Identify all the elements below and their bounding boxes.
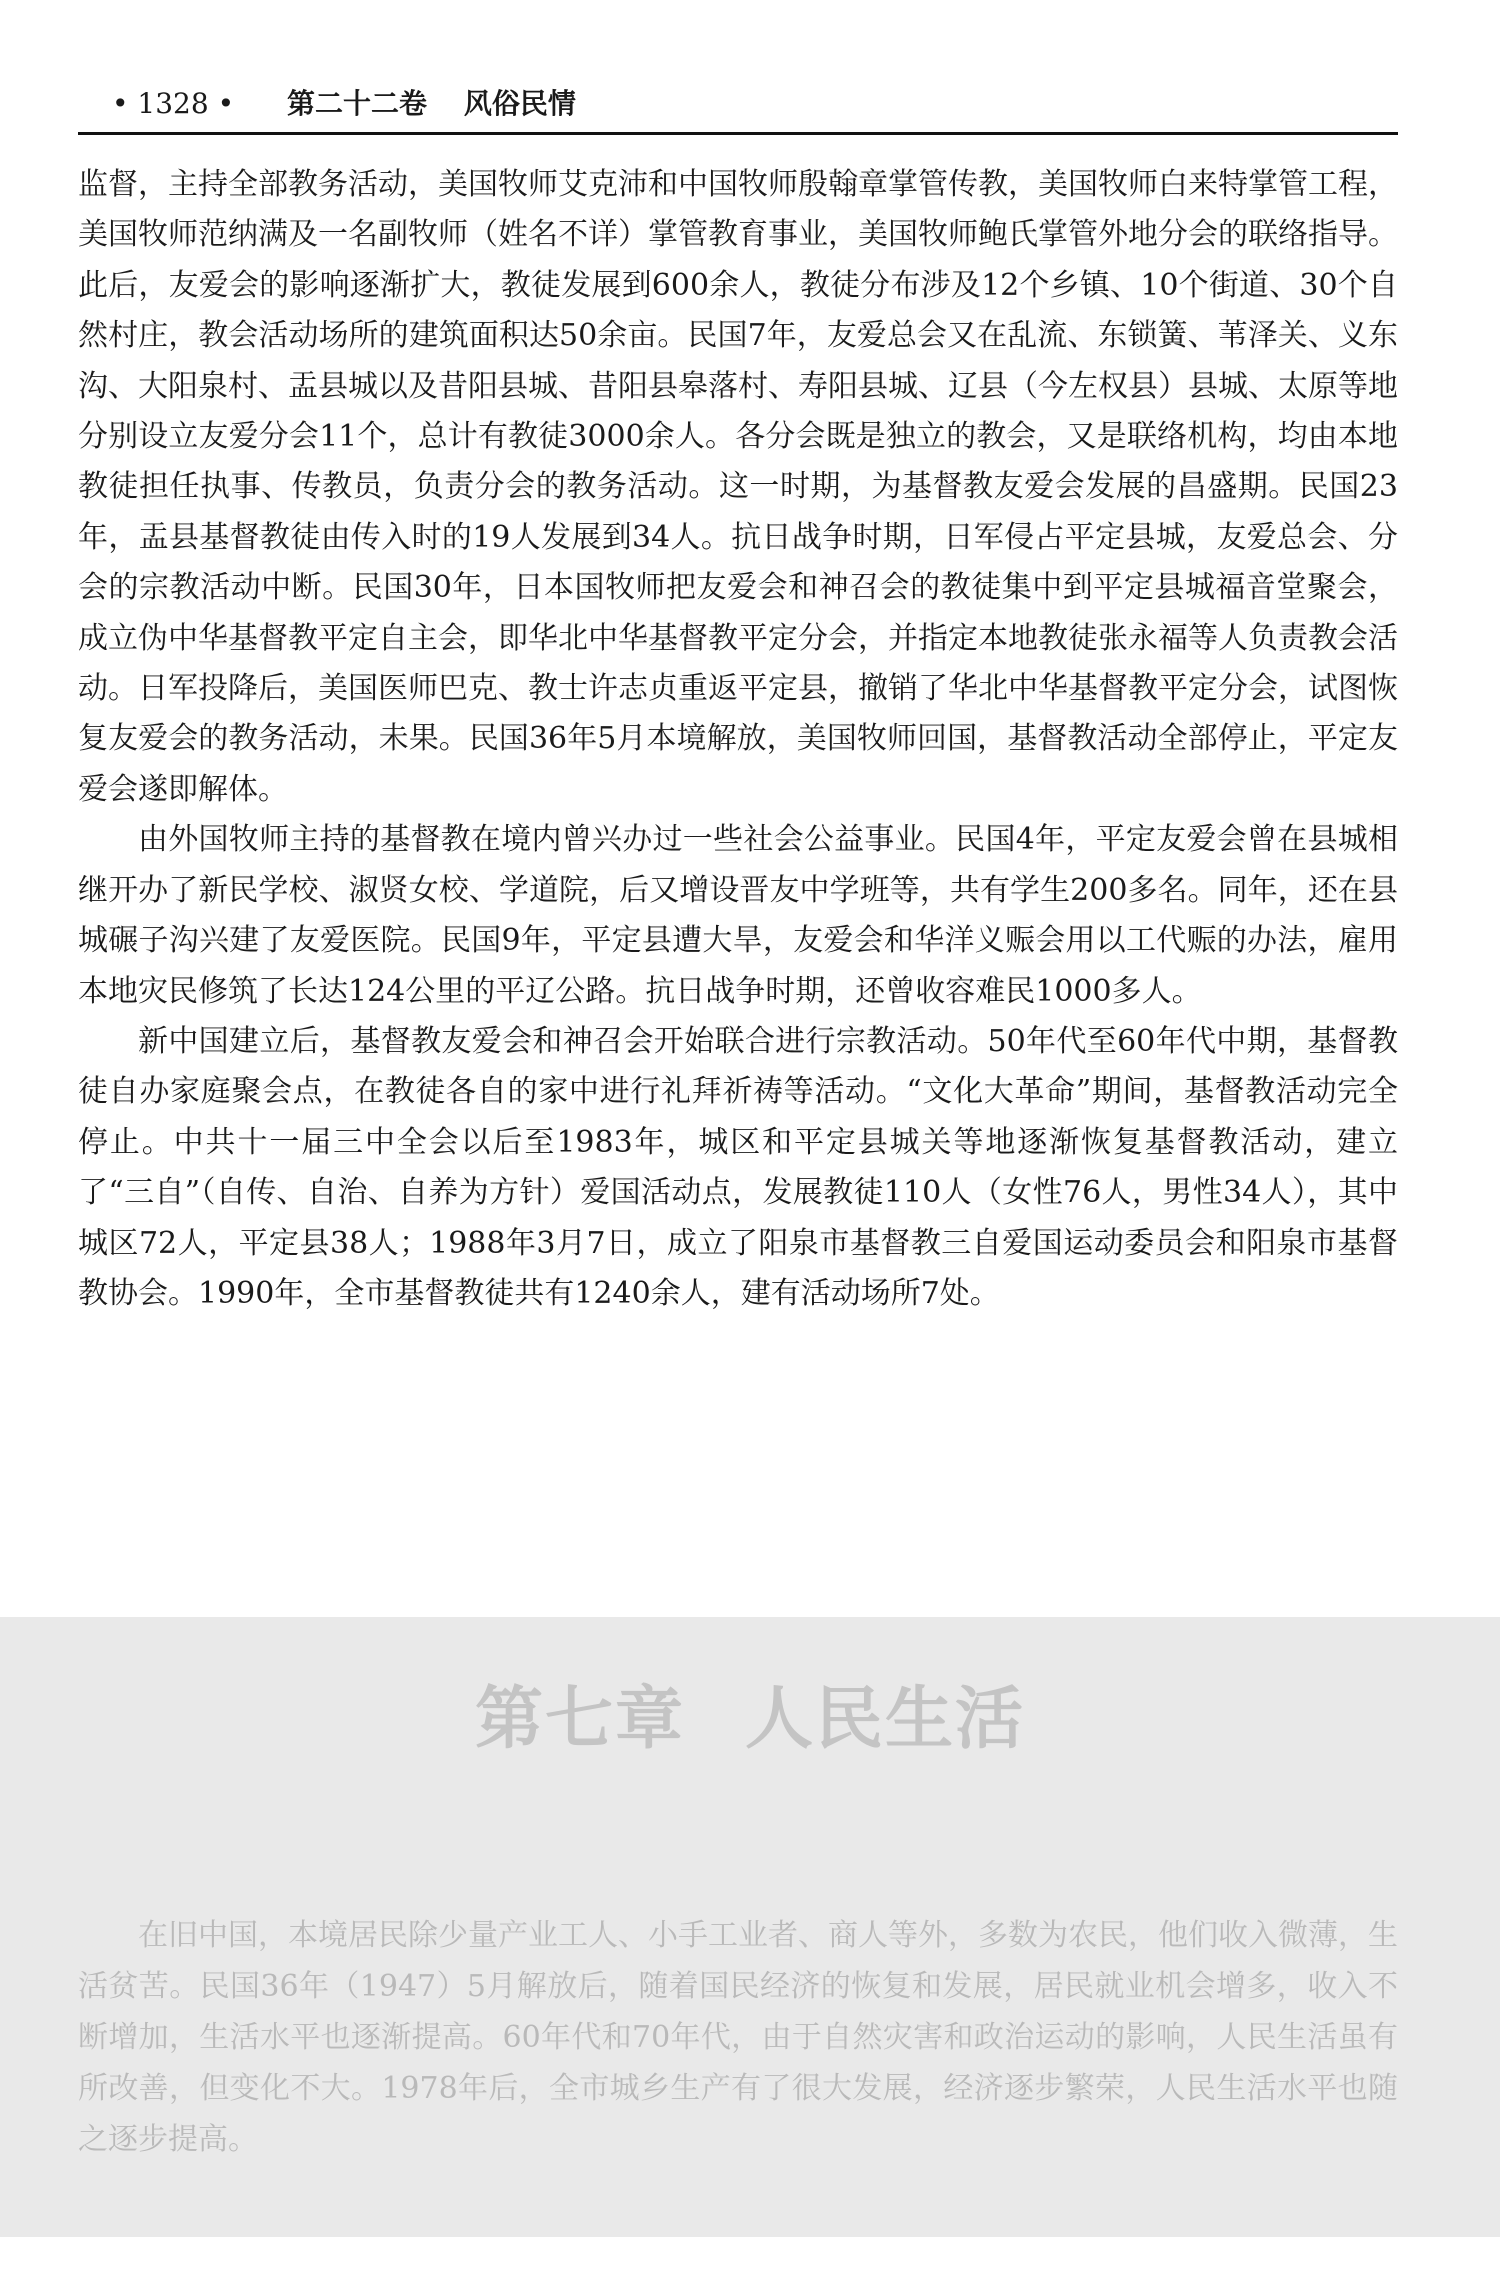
paragraph-2: 由外国牧师主持的基督教在境内曾兴办过一些社会公益事业。民国4年，平定友爱会曾在县城相继开办了新民学校、淑贤女校、学道院，后又增设晋友中学班等，共有学生200多名。同年，还在县城碾子沟兴建了友爱医院。民国9年，平定县遭大旱，友爱会和华洋义赈会用以工代赈的办法，雇用本地灾民修筑了长达124公里的平辽公路。抗日战争时期，还曾收容难民1000多人。: [78, 822, 1398, 1009]
section-title: 风俗民情: [463, 87, 576, 120]
chapter-title: [0, 1665, 1500, 1762]
chapter-number: 第七章: [474, 1679, 685, 1759]
running-header: [78, 84, 1398, 124]
volume-title: 第二十二卷: [287, 87, 428, 120]
body-text: [78, 160, 1398, 1319]
paragraph-3: 新中国建立后，基督教友爱会和神召会开始联合进行宗教活动。50年代至60年代中期，基督教徒自办家庭聚会点，在教徒各自的家中进行礼拜祈祷等活动。“文化大革命”期间，基督教活动完全停止。中共十一届三中全会以后至1983年，城区和平定县城关等地逐渐恢复基督教活动，建立了“三自”（自传、自治、自养为方针）爱国活动点，发展教徒110人（女性76人，男性34人），其中城区72人，平定县38人；1988年3月7日，成立了阳泉市基督教三自爱国运动委员会和阳泉市基督教协会。1990年，全市基督教徒共有1240余人，建有活动场所7处。: [78, 1023, 1398, 1311]
chapter-name: 人民生活: [745, 1679, 1026, 1759]
header-rule: [78, 132, 1398, 135]
paragraph-1: 监督，主持全部教务活动，美国牧师艾克沛和中国牧师殷翰章掌管传教，美国牧师白来特掌管工程，美国牧师范纳满及一名副牧师（姓名不详）掌管教育事业，美国牧师鲍氏掌管外地分会的联络指导。此后，友爱会的影响逐渐扩大，教徒发展到600余人，教徒分布涉及12个乡镇、10个街道、30个自然村庄，教会活动场所的建筑面积达50余亩。民国7年，友爱总会又在乱流、东锁簧、苇泽关、义东沟、大阳泉村、盂县城以及昔阳县城、昔阳县皋落村、寿阳县城、辽县（今左权县）县城、太原等地分别设立友爱分会11个，总计有教徒3000余人。各分会既是独立的教会，又是联络机构，均由本地教徒担任执事、传教员，负责分会的教务活动。这一时期，为基督教友爱会发展的昌盛期。民国23年，盂县基督教徒由传入时的19人发展到34人。抗日战争时期，日军侵占平定县城，友爱总会、分会的宗教活动中断。民国30年，日本国牧师把友爱会和神召会的教徒集中到平定县城福音堂聚会，成立伪中华基督教平定自主会，即华北中华基督教平定分会，并指定本地教徒张永福等人负责教会活动。日军投降后，美国医师巴克、教士许志贞重返平定县，撤销了华北中华基督教平定分会，试图恢复友爱会的教务活动，未果。民国36年5月本境解放，美国牧师回国，基督教活动全部停止，平定友爱会遂即解体。: [78, 167, 1398, 807]
chapter-intro: 在旧中国，本境居民除少量产业工人、小手工业者、商人等外，多数为农民，他们收入微薄，生活贫苦。民国36年（1947）5月解放后，随着国民经济的恢复和发展，居民就业机会增多，收入不断增加，生活水平也逐渐提高。60年代和70年代，由于自然灾害和政治运动的影响，人民生活虽有所改善，但变化不大。1978年后，全市城乡生产有了很大发展，经济逐步繁荣，人民生活水平也随之逐步提高。: [78, 1918, 1398, 2157]
page-number: • 1328 •: [112, 87, 235, 120]
